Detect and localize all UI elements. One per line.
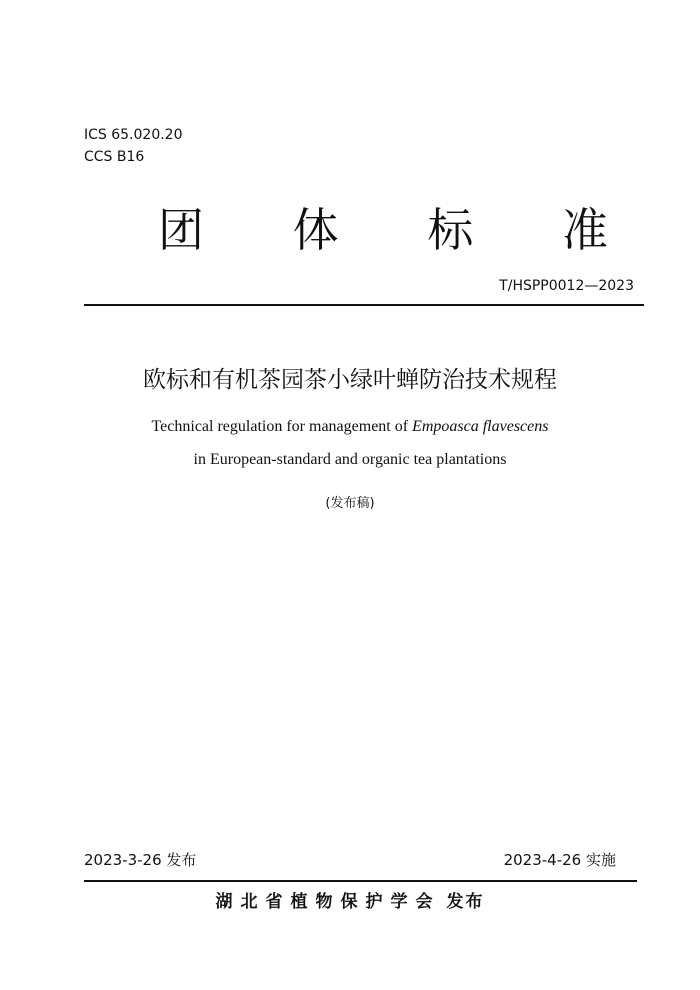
draft-status: (发布稿) <box>325 496 375 511</box>
publisher-line <box>0 890 700 914</box>
publisher-suffix: 发布 <box>446 892 485 912</box>
publisher-name: 湖北省植物保护学会 <box>215 892 441 912</box>
english-title-line2: in European-standard and organic tea plantations <box>193 451 507 468</box>
top-divider <box>84 304 644 306</box>
bottom-divider <box>84 880 637 882</box>
standard-type-heading <box>158 200 608 260</box>
chinese-title: 欧标和有机茶园茶小绿叶蝉防治技术规程 <box>143 367 557 393</box>
publish-date: 2023-3-26 发布 <box>84 851 197 869</box>
english-title-line1 <box>0 416 700 438</box>
standard-type-char: 团 <box>158 203 204 257</box>
standard-type-char: 准 <box>561 203 608 257</box>
implement-date: 2023-4-26 实施 <box>503 851 616 869</box>
standard-number: T/HSPP0012—2023 <box>499 278 634 294</box>
ics-code: ICS 65.020.20 <box>84 127 183 143</box>
standard-type-char: 标 <box>427 203 474 257</box>
english-title-prefix: Technical regulation for management of <box>151 418 413 435</box>
species-name: Empoasca flavescens <box>412 418 549 435</box>
standard-type-char: 体 <box>292 203 339 257</box>
ccs-code: CCS B16 <box>84 149 145 165</box>
